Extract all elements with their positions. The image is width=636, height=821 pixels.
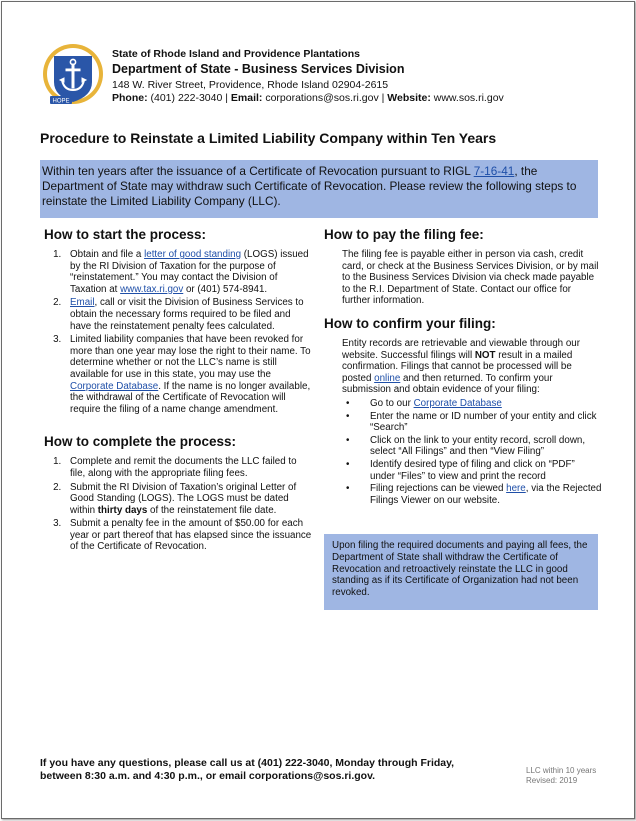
confirm-text: Entity records are retrievable and viewable through our website. Successful filings will NOT result in a mailed confirmation. Filings that cannot be processed will be posted online and then returned. To confirm your submission and obtain evidence of your filing: <box>342 337 580 396</box>
complete-step-2: 2. Submit the RI Division of Taxation’s original Letter of Good Standing (LOGS). The LOGS must be dated within thirty days of the reinstatement file date. <box>64 482 314 517</box>
phone-label: Phone: <box>112 92 148 104</box>
state-name: State of Rhode Island and Providence Plantations <box>112 48 360 60</box>
corporate-database-link[interactable]: Corporate Database <box>70 380 159 392</box>
complete-heading: How to complete the process: <box>44 434 237 450</box>
contact-footer: If you have any questions, please call us at (401) 222-3040, Monday through Friday, between 8:30 a.m. and 4:30 p.m., or email corporations@sos.ri.gov. <box>40 757 455 782</box>
reinstatement-callout: Upon filing the required documents and paying all fees, the Department of State shall withdraw the Certificate of Revocation and retroactively reinstate the LLC in good standing as if its Certificate of Organization had not been revoked. <box>324 534 598 610</box>
start-steps-list <box>44 249 314 415</box>
confirm-heading: How to confirm your filing: <box>324 315 496 331</box>
website-value: www.sos.ri.gov <box>430 92 504 104</box>
list-item: • Identify desired type of filing and click on “PDF” under “Files” to view and print the record <box>360 459 602 482</box>
confirm-steps-list <box>324 398 602 506</box>
list-item: • Filing rejections can be viewed here, via the Rejected Filings Viewer on our website. <box>360 483 602 506</box>
complete-steps-list <box>44 456 314 553</box>
address: 148 W. River Street, Providence, Rhode Island 02904-2615 <box>112 79 389 91</box>
email-value: corporations@sos.ri.gov | <box>262 92 388 104</box>
department-name: Department of State - Business Services Division <box>112 62 405 76</box>
start-step-3: 3. Limited liability companies that have been revoked for more than one year may lose the right to their name. To determine whether or not the LLC’s name is still available for use in this state, you may use the Corporate Database. If the name is no longer available, the withdrawal of the Certificate of Revocation will require the filing of a name change amendment. <box>64 334 314 415</box>
pay-heading: How to pay the filing fee: <box>324 227 484 242</box>
right-column <box>324 226 602 507</box>
list-item: • Go to our Corporate Database <box>360 398 602 410</box>
document-page <box>1 1 635 819</box>
intro-box: Within ten years after the issuance of a Certificate of Revocation pursuant to RIGL 7-16-41, the Department of State may withdraw such Certificate of Revocation. Please review the following steps to reinstate the Limited Liability Company (LLC). <box>40 160 598 218</box>
revision-note-line2: Revised: 2019 <box>526 776 578 785</box>
ri-state-seal-icon <box>42 42 104 106</box>
pay-text: The filing fee is payable either in person via cash, credit card, or check at the Business Services Division, or by mail to the Business Services Division via check made payable to the R.I. Department of State. Contact our office for further information. <box>342 249 599 307</box>
letterhead <box>112 48 622 105</box>
rejected-filings-link[interactable]: here <box>506 483 526 495</box>
list-item: • Click on the link to your entity record, scroll down, select “All Filings” and then “View Filing” <box>360 435 602 458</box>
list-item: • Enter the name or ID number of your entity and click “Search” <box>360 411 602 434</box>
revision-note-line1: LLC within 10 years <box>526 766 597 775</box>
phone-value: (401) 222-3040 | <box>147 92 231 104</box>
website-label: Website: <box>387 92 431 104</box>
left-column <box>44 226 314 555</box>
start-step-1: 1. Obtain and file a letter of good standing (LOGS) issued by the RI Division of Taxation for the purpose of “reinstatement.” You may contact the Division of Taxation at www.tax.ri.gov or (401) 574-8941. <box>64 249 314 295</box>
start-step-2: 2. Email, call or visit the Division of Business Services to obtain the necessary forms required to be filed and have the reinstatement penalty fees calculated. <box>64 297 314 332</box>
complete-step-3: 3. Submit a penalty fee in the amount of $50.00 for each year or part thereof that has elapsed since the issuance of the Certificate of Revocation. <box>64 518 314 553</box>
email-label: Email: <box>230 92 263 104</box>
start-heading: How to start the process: <box>44 227 207 242</box>
rigl-link[interactable]: 7-16-41 <box>473 164 515 178</box>
online-link[interactable]: online <box>374 372 401 384</box>
contact-line <box>112 92 622 105</box>
email-link[interactable]: Email <box>70 297 95 309</box>
document-title: Procedure to Reinstate a Limited Liability Company within Ten Years <box>40 130 497 146</box>
logs-link[interactable]: letter of good standing <box>144 249 242 260</box>
complete-step-1: 1. Complete and remit the documents the LLC failed to file, along with the appropriate filing fees. <box>64 456 314 479</box>
corporate-database-link-2[interactable]: Corporate Database <box>413 397 502 409</box>
tax-website-link[interactable]: www.tax.ri.gov <box>120 283 184 295</box>
revision-note <box>526 766 616 786</box>
seal-hope-text: HOPE <box>52 98 70 105</box>
